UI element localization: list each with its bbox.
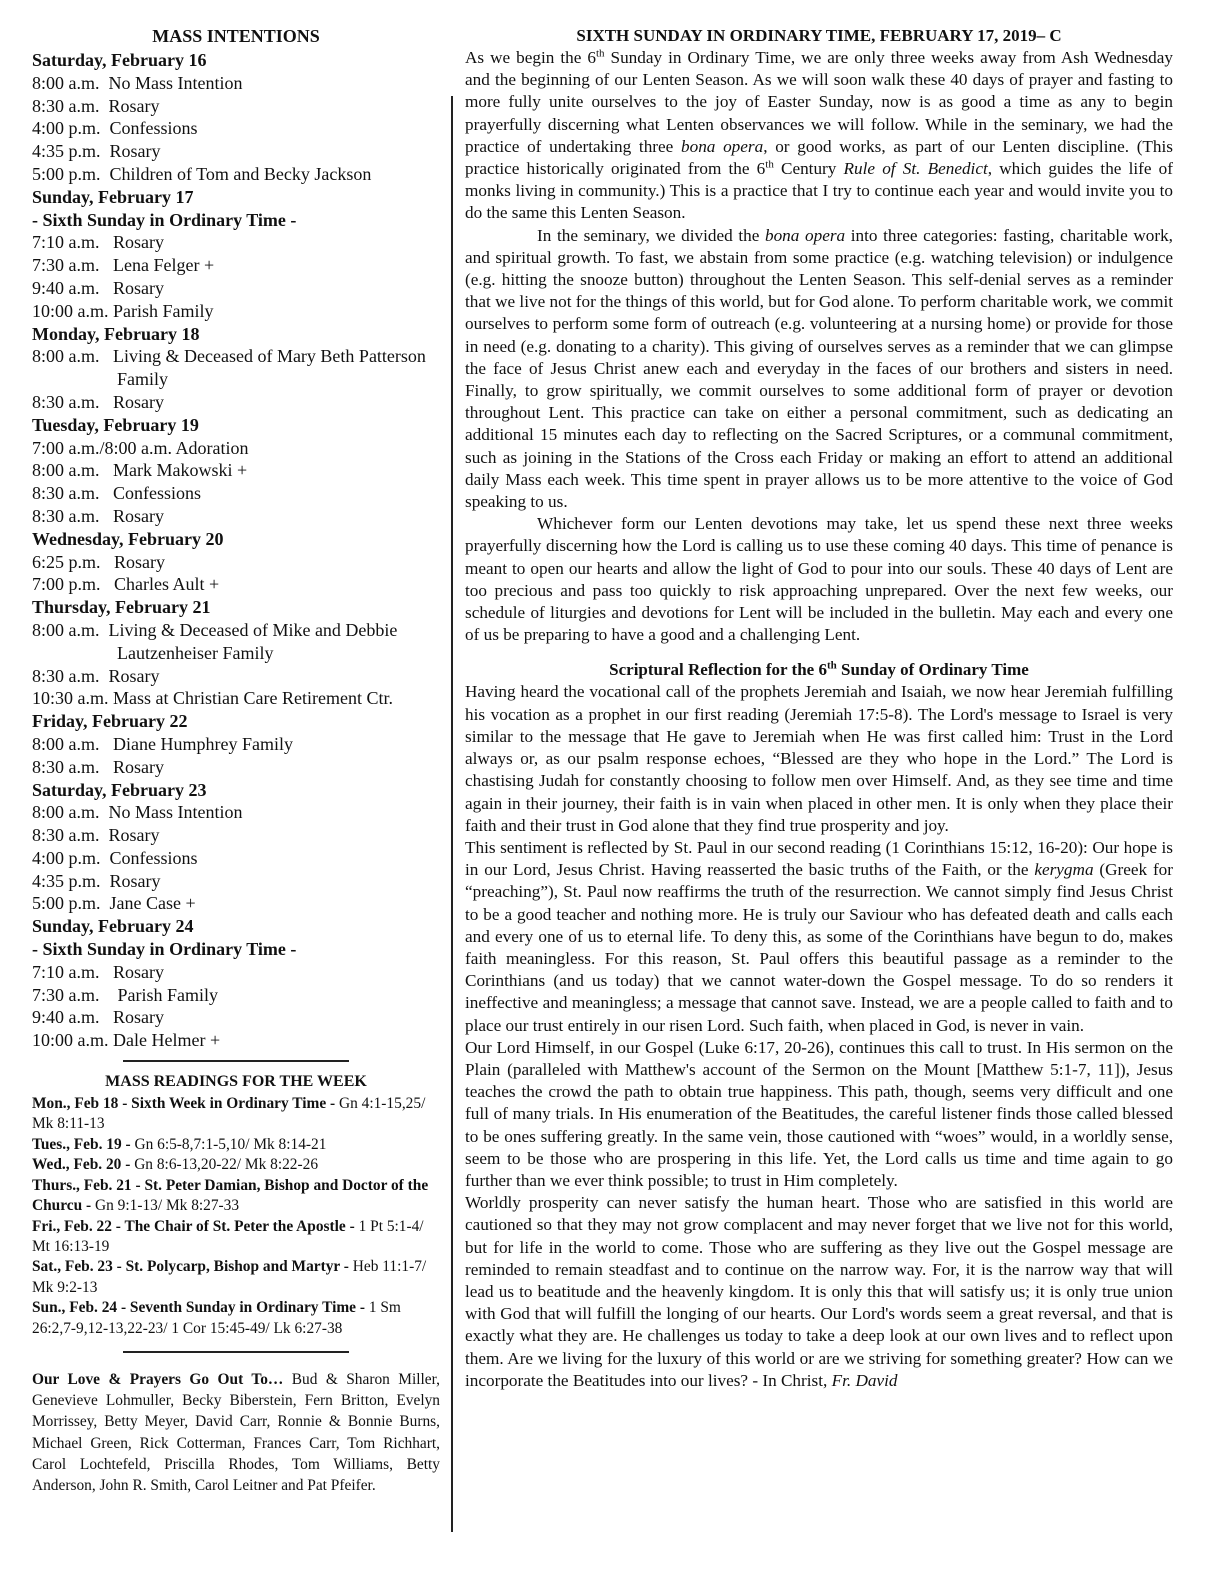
mass-entry-text: Living & Deceased of Mike and Debbie Lautzenheiser Family — [108, 619, 402, 663]
mass-entry-time: 7:30 a.m. — [32, 255, 113, 276]
mass-entry-text: Rosary — [113, 391, 164, 412]
mass-entry — [32, 756, 440, 779]
reading-label: Thurs., Feb. 21 - St. Peter Damian, Bishop and Doctor of the Churcu - — [32, 1176, 429, 1215]
mass-entry — [32, 95, 440, 118]
mass-entry-text: Adoration — [175, 437, 249, 458]
reading-label: Fri., Feb. 22 - The Chair of St. Peter the Apostle - — [32, 1217, 359, 1235]
mass-entry-time: 9:40 a.m. — [32, 277, 113, 298]
mass-entry-text: Parish Family — [113, 300, 214, 321]
prayer-list-names: Bud & Sharon Miller, Genevieve Lohmuller, Becky Biberstein, Fern Britton, Evelyn Morrissey, Betty Meyer, David Carr, Ronnie & Bonnie Burns, Michael Green, Rick Cotterman, Frances Carr, Tom Richhart, Carol Lochtefeld, Priscilla Rhodes, Tom Williams, Betty Anderson, John R. Smith, Carol Leitner and Pat Pfeifer. — [32, 1370, 440, 1494]
reflection-paragraph-1: Having heard the vocational call of the prophets Jeremiah and Isaiah, we now hear Jeremiah fulfilling his vocation as a prophet in our first reading (Jeremiah 17:5-8). The Lord's message to Israel is very similar to the message that He gave to Jeremiah when He was first called him: Trust in the Lord always or, as our psalm response echoes, “Blessed are they who hope in the Lord.” The Lord is chastising Judah for constantly choosing to follow men over Himself. And, as they see time and time again in their journey, their faith is in vain when placed in other men. It is only when they place their faith and their trust in God alone that they find true prosperity and joy. — [465, 682, 1173, 835]
reading-item — [32, 1298, 440, 1339]
mass-entry-text: Charles Ault + — [114, 574, 220, 595]
mass-entry — [32, 300, 440, 323]
mass-entry-time: 10:30 a.m. — [32, 688, 113, 709]
mass-entry — [32, 231, 440, 254]
mass-entry — [32, 984, 440, 1007]
scriptural-reflection — [465, 681, 1173, 1392]
mass-intentions-list — [32, 49, 440, 1052]
mass-entry-text: Rosary — [113, 232, 164, 253]
mass-entry-time: 7:10 a.m. — [32, 232, 113, 253]
reading-item — [32, 1257, 440, 1298]
mass-entry — [32, 551, 440, 574]
mass-entry-time: 8:00 a.m. — [32, 460, 113, 481]
mass-entry — [32, 824, 440, 847]
mass-entry-time: 8:30 a.m. — [32, 825, 109, 846]
mass-entry — [32, 961, 440, 984]
mass-entry-text: Rosary — [108, 665, 160, 686]
mass-day-heading: Friday, February 22 — [32, 711, 188, 732]
mass-entry-time: 8:30 a.m. — [32, 95, 109, 116]
reading-label: Mon., Feb 18 - Sixth Week in Ordinary Time - — [32, 1095, 339, 1113]
mass-intentions-title: MASS INTENTIONS — [152, 26, 320, 46]
reading-refs: Gn 4:1-15,25/ Mk 8:11-13 — [32, 1095, 426, 1133]
mass-entry-time: 4:00 p.m. — [32, 118, 110, 139]
mass-entry-time: 7:00 p.m. — [32, 574, 115, 595]
mass-entry-time: 4:00 p.m. — [32, 847, 110, 868]
signature: Fr. David — [831, 1370, 898, 1390]
mass-day-subtitle: - Sixth Sunday in Ordinary Time - — [32, 939, 297, 960]
mass-entry-time: 4:35 p.m. — [32, 870, 110, 891]
pastor-letter — [465, 47, 1173, 646]
mass-entry-text: Rosary — [114, 551, 166, 572]
mass-entry-text: Rosary — [113, 1007, 164, 1028]
mass-entry-time: 10:00 a.m. — [32, 300, 113, 321]
mass-day-heading: Saturday, February 23 — [32, 779, 207, 800]
readings-title: MASS READINGS FOR THE WEEK — [105, 1073, 367, 1091]
mass-entry — [32, 345, 440, 391]
section-divider — [123, 1351, 349, 1353]
mass-entry-time: 5:00 p.m. — [32, 893, 110, 914]
column-divider — [451, 96, 453, 1532]
mass-entry — [32, 437, 440, 460]
mass-entry-time: 8:30 a.m. — [32, 505, 113, 526]
prayer-list — [32, 1369, 440, 1496]
mass-entry-time: 7:10 a.m. — [32, 961, 113, 982]
mass-entry — [32, 687, 440, 710]
reading-refs: Gn 6:5-8,7:1-5,10/ Mk 8:14-21 — [134, 1135, 327, 1153]
letter-paragraph-2: In the seminary, we divided the bona opera into three categories: fasting, charitable work, and spiritual growth. To fast, we abstain from some practice (e.g. watching television) or indulgence (e.g. hitting the snooze button) throughout the Lenten Season. This self-denial serves as a reminder that we live not for the things of this world, but for God alone. To perform charitable work, we commit ourselves to perform some form of outreach (e.g. volunteering at a nursing home) or provide for those in need (e.g. donating to a charity). This giving of ourselves serves as a reminder that we can glimpse the face of Jesus Christ anew each and everyday in the faces of our brothers and sisters in need. Finally, to grow spiritually, we commit ourselves to some additional form of prayer or devotion throughout Lent. This practice can take on either a personal commitment, such as dedicating an additional 15 minutes each day to reflecting on the Sacred Scriptures, or a communal commitment, such as joining in the Stations of the Cross each Friday or making an effort to attend an additional daily Mass each week. This time spent in prayer allows us to be more attentive to the voice of God speaking to us. — [465, 225, 1173, 512]
reading-label: Tues., Feb. 19 - — [32, 1135, 135, 1153]
mass-entry-time: 8:30 a.m. — [32, 665, 109, 686]
mass-entry — [32, 892, 440, 915]
prayer-list-label: Our Love & Prayers Go Out To… — [32, 1370, 284, 1388]
reading-label: Sat., Feb. 23 - St. Polycarp, Bishop and Martyr - — [32, 1258, 353, 1276]
reflection-paragraph-4: Worldly prosperity can never satisfy the human heart. Those who are satisfied in this world are cautioned so that they may not grow complacent and may never forget that we live not for this world, but for life in the world to come. Those who are suffering as they live out the Gospel message are reminded to remain steadfast and to continue on the narrow way. For, it is the narrow way that will lead us to beatitude and the heavenly kingdom. It is only this that will satisfy us; it is only true union with God that will fulfill the longing of our hearts. Our Lord's words seem a great reversal, and that is exactly what they are. He challenges us today to take a deep look at our own lives and to reflect upon them. Are we living for the luxury of this world or are we striving for something greater? How can we incorporate the Beatitudes into our lives? - In Christ, Fr. David — [465, 1193, 1173, 1390]
mass-entry-time: 7:00 a.m./8:00 a.m. — [32, 437, 176, 458]
mass-entry-time: 9:40 a.m. — [32, 1007, 113, 1028]
reading-item — [32, 1217, 440, 1258]
mass-day-heading: Tuesday, February 19 — [32, 414, 199, 435]
mass-entry — [32, 801, 440, 824]
right-column — [465, 26, 1173, 1392]
mass-entry-text: Rosary — [113, 505, 164, 526]
mass-entry — [32, 1006, 440, 1029]
mass-entry-text: Confessions — [109, 847, 198, 868]
mass-entry — [32, 1029, 440, 1052]
mass-entry — [32, 140, 440, 163]
mass-day-heading: Monday, February 18 — [32, 323, 200, 344]
mass-day-subtitle: - Sixth Sunday in Ordinary Time - — [32, 209, 297, 230]
letter-paragraph-1: As we begin the 6th Sunday in Ordinary Time, we are only three weeks away from Ash Wednesday and the beginning of our Lenten Season. As we will soon walk these 40 days of prayer and fasting to more fully unite ourselves to the joy of Easter Sunday, now is as good a time as any to begin prayerfully discerning what Lenten observances we will follow. While in the seminary, we had the practice of undertaking three bona opera, or good works, as part of our Lenten discipline. (This practice historically originated from the 6th Century Rule of St. Benedict, which guides the life of monks living in community.) This is a practice that I try to continue each year and would invite you to do the same this Lenten Season. — [465, 47, 1173, 223]
mass-entry-text: Parish Family — [117, 984, 219, 1005]
reading-refs: Gn 8:6-13,20-22/ Mk 8:22-26 — [134, 1156, 319, 1174]
mass-entry-text: Rosary — [113, 277, 164, 298]
mass-entry-text: Living & Deceased of Mary Beth Patterson Family — [113, 346, 431, 390]
mass-entry-time: 5:00 p.m. — [32, 163, 110, 184]
mass-day-heading: Saturday, February 16 — [32, 50, 207, 70]
mass-entry — [32, 505, 440, 528]
left-column — [32, 26, 440, 1496]
mass-entry-time: 8:00 a.m. — [32, 346, 113, 367]
reading-refs: Heb 11:1-7/ Mk 9:2-13 — [32, 1258, 427, 1296]
readings-list — [32, 1094, 440, 1339]
mass-entry-text: Mass at Christian Care Retirement Ctr. — [113, 688, 393, 709]
reading-label: Wed., Feb. 20 - — [32, 1156, 135, 1174]
mass-entry-text: Rosary — [108, 95, 160, 116]
mass-entry-text: Rosary — [108, 825, 160, 846]
mass-entry — [32, 482, 440, 505]
mass-entry-time: 8:00 a.m. — [32, 802, 109, 823]
mass-day-heading: Wednesday, February 20 — [32, 528, 224, 549]
mass-entry-time: 10:00 a.m. — [32, 1030, 113, 1051]
mass-entry — [32, 619, 440, 665]
mass-entry-text: Mark Makowski + — [113, 460, 248, 481]
reading-item — [32, 1176, 440, 1217]
mass-entry-time: 8:00 a.m. — [32, 72, 109, 93]
mass-entry-text: Confessions — [113, 483, 202, 504]
mass-entry — [32, 163, 440, 186]
letter-title: SIXTH SUNDAY IN ORDINARY TIME, FEBRUARY 17, 2019– C — [576, 26, 1062, 45]
reading-item — [32, 1135, 440, 1155]
mass-entry-text: Rosary — [109, 141, 161, 162]
mass-entry-time: 8:30 a.m. — [32, 483, 113, 504]
mass-entry — [32, 847, 440, 870]
mass-entry-text: Diane Humphrey Family — [113, 733, 293, 754]
mass-entry — [32, 870, 440, 893]
mass-entry-time: 8:30 a.m. — [32, 391, 113, 412]
reflection-paragraph-2: This sentiment is reflected by St. Paul in our second reading (1 Corinthians 15:12, 16-20): Our hope is in our Lord, Jesus Christ. Having reasserted the basic truths of the Faith, or the kerygma (Greek for “preaching”), St. Paul now reaffirms the truth of the resurrection. We cannot simply find Jesus Christ to be a good teacher and nothing more. He is truly our Saviour who has defeated death and calls each and every one of us to eternal life. To deny this, as some of the Corinthians have begun to do, makes faith meaningless. For this reason, St. Paul offers this beautiful passage as a reminder to the Corinthians (and us today) that we cannot water-down the Gospel message. To do so renders it ineffective and meaningless; a message that cannot save. Instead, we are a people called to faith and to place our trust entirely in our risen Lord. Such faith, when placed in God, is never in vain. — [465, 837, 1173, 1035]
mass-entry-time: 8:30 a.m. — [32, 756, 113, 777]
mass-entry — [32, 117, 440, 140]
mass-entry — [32, 573, 440, 596]
mass-entry-time: 4:35 p.m. — [32, 141, 110, 162]
mass-entry-text: Rosary — [113, 961, 164, 982]
reading-refs: 1 Sm 26:2,7-9,12-13,22-23/ 1 Cor 15:45-49/ Lk 6:27-38 — [32, 1299, 401, 1337]
mass-entry-text: Children of Tom and Becky Jackson — [109, 163, 372, 184]
mass-entry — [32, 733, 440, 756]
mass-entry-time: 8:00 a.m. — [32, 733, 113, 754]
reading-refs: Gn 9:1-13/ Mk 8:27-33 — [95, 1197, 240, 1215]
letter-paragraph-3: Whichever form our Lenten devotions may take, let us spend these next three weeks prayerfully discerning how the Lord is calling us to use these coming 40 days. This time of penance is meant to open our hearts and allow the light of God to pour into our souls. These 40 days of Lent are too precious and pass too quickly to risk approaching unprepared. Over the next few weeks, our schedule of liturgies and devotions for Lent will be included in the bulletin. May each and every one of us be preparing to have a good and a challenging Lent. — [465, 514, 1173, 645]
mass-entry-text: Jane Case + — [109, 893, 196, 914]
mass-entry-text: Rosary — [113, 756, 164, 777]
mass-entry — [32, 72, 440, 95]
reflection-title: Scriptural Reflection for the 6th Sunday of Ordinary Time — [609, 659, 1029, 680]
reading-refs: 1 Pt 5:1-4/ Mt 16:13-19 — [32, 1217, 424, 1255]
mass-day-heading: Sunday, February 24 — [32, 916, 194, 937]
mass-entry-text: Confessions — [109, 118, 198, 139]
reading-label: Sun., Feb. 24 - Seventh Sunday in Ordinary Time - — [32, 1299, 369, 1317]
section-divider — [123, 1060, 349, 1062]
mass-entry — [32, 459, 440, 482]
mass-entry-time: 8:00 a.m. — [32, 619, 109, 640]
mass-entry — [32, 254, 440, 277]
mass-day-heading: Thursday, February 21 — [32, 597, 211, 618]
mass-entry-text: Dale Helmer + — [113, 1030, 221, 1051]
mass-entry — [32, 277, 440, 300]
reading-item — [32, 1155, 440, 1175]
mass-entry — [32, 665, 440, 688]
reflection-paragraph-3: Our Lord Himself, in our Gospel (Luke 6:17, 20-26), continues this call to trust. In His sermon on the Plain (paralleled with Matthew's account of the Sermon on the Mount [Matthew 5:1-7, 11]), Jesus teaches the crowd the path to obtain true happiness. This path, though, seems very difficult and one full of many trials. In His enumeration of the Beatitudes, the careful listener finds those called blessed to be ones suffering greatly. In the same vein, those cautioned with “woes” would, in a worldly sense, seem to be those who are prospering in this life. Yet, the Lord calls us time and time again to go further than we ever think possible; to trust in Him completely. — [465, 1037, 1173, 1190]
mass-day-heading: Sunday, February 17 — [32, 186, 194, 207]
mass-entry-text: No Mass Intention — [108, 802, 243, 823]
mass-entry-time: 6:25 p.m. — [32, 551, 115, 572]
mass-entry — [32, 391, 440, 414]
mass-entry-text: Lena Felger + — [113, 255, 215, 276]
reading-item — [32, 1094, 440, 1135]
mass-entry-text: Rosary — [109, 870, 161, 891]
mass-entry-text: No Mass Intention — [108, 72, 243, 93]
mass-entry-time: 7:30 a.m. — [32, 984, 118, 1005]
